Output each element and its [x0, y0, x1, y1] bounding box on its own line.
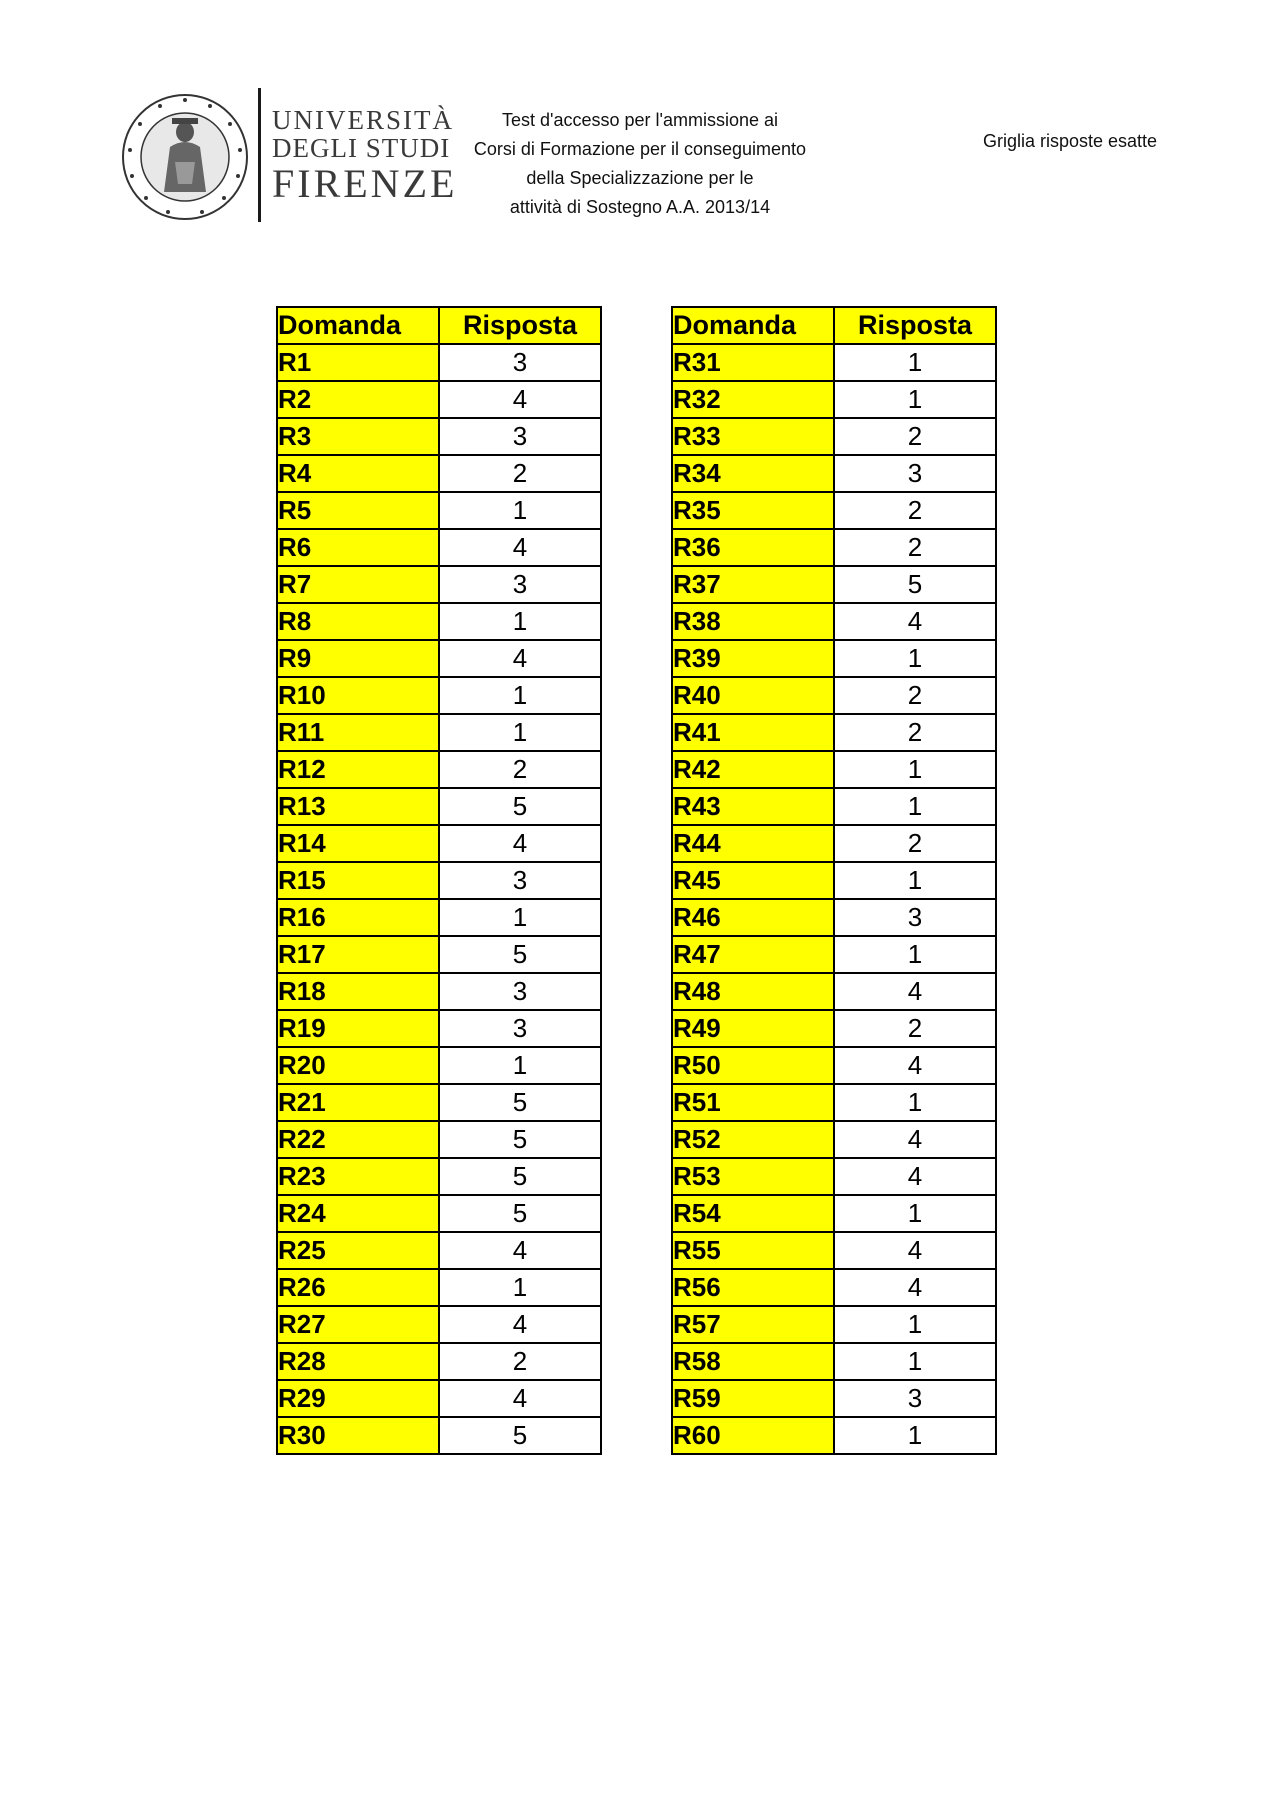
table-row	[277, 899, 601, 936]
answer-cell: 5	[439, 1158, 601, 1195]
table-row	[277, 1232, 601, 1269]
question-cell: R40	[672, 677, 834, 714]
table-row	[277, 418, 601, 455]
answer-cell: 2	[834, 492, 996, 529]
table-row	[277, 640, 601, 677]
table-row	[277, 1380, 601, 1417]
answer-cell: 2	[834, 825, 996, 862]
table-row	[277, 1417, 601, 1454]
table-row	[277, 1269, 601, 1306]
answer-cell: 2	[834, 529, 996, 566]
answer-cell: 1	[834, 1343, 996, 1380]
table-row	[672, 418, 996, 455]
answer-cell: 1	[834, 1195, 996, 1232]
question-cell: R55	[672, 1232, 834, 1269]
table-header-row	[672, 307, 996, 344]
table-row	[277, 566, 601, 603]
answer-cell: 5	[439, 936, 601, 973]
answer-cell: 1	[834, 344, 996, 381]
question-cell: R33	[672, 418, 834, 455]
table-row	[672, 936, 996, 973]
logo-line-degli-studi: DEGLI STUDI	[272, 133, 451, 163]
table-row	[672, 529, 996, 566]
answer-cell: 5	[439, 1417, 601, 1454]
question-cell: R44	[672, 825, 834, 862]
question-cell: R32	[672, 381, 834, 418]
university-seal-icon	[120, 92, 250, 222]
question-cell: R10	[277, 677, 439, 714]
table-row	[672, 603, 996, 640]
header-risposta: Risposta	[439, 307, 601, 344]
table-row	[672, 862, 996, 899]
table-row	[277, 788, 601, 825]
table-row	[277, 381, 601, 418]
answer-cell: 3	[439, 566, 601, 603]
answer-cell: 2	[834, 418, 996, 455]
answer-cell: 4	[834, 1269, 996, 1306]
title-line: Test d'accesso per l'ammissione ai	[502, 110, 778, 130]
table-row	[672, 1121, 996, 1158]
logo-line-firenze: FIRENZE	[272, 161, 458, 206]
table-row	[672, 1195, 996, 1232]
header-risposta: Risposta	[834, 307, 996, 344]
table-row	[672, 1158, 996, 1195]
question-cell: R25	[277, 1232, 439, 1269]
question-cell: R24	[277, 1195, 439, 1232]
question-cell: R30	[277, 1417, 439, 1454]
answer-cell: 4	[834, 1232, 996, 1269]
answers-table-right-body	[672, 344, 996, 1454]
question-cell: R15	[277, 862, 439, 899]
table-row	[672, 788, 996, 825]
table-row	[672, 1343, 996, 1380]
answer-cell: 5	[834, 566, 996, 603]
answer-cell: 1	[834, 862, 996, 899]
answer-cell: 5	[439, 788, 601, 825]
table-row	[277, 1343, 601, 1380]
table-row	[672, 566, 996, 603]
table-row	[672, 825, 996, 862]
question-cell: R11	[277, 714, 439, 751]
answer-cell: 1	[439, 1047, 601, 1084]
question-cell: R54	[672, 1195, 834, 1232]
question-cell: R7	[277, 566, 439, 603]
question-cell: R19	[277, 1010, 439, 1047]
answer-cell: 3	[834, 455, 996, 492]
question-cell: R35	[672, 492, 834, 529]
table-row	[277, 677, 601, 714]
title-line: attività di Sostegno A.A. 2013/14	[509, 197, 771, 217]
question-cell: R46	[672, 899, 834, 936]
answer-cell: 2	[834, 677, 996, 714]
university-logo	[120, 88, 458, 228]
question-cell: R53	[672, 1158, 834, 1195]
question-cell: R56	[672, 1269, 834, 1306]
question-cell: R49	[672, 1010, 834, 1047]
question-cell: R39	[672, 640, 834, 677]
question-cell: R27	[277, 1306, 439, 1343]
header-domanda: Domanda	[277, 307, 439, 344]
question-cell: R3	[277, 418, 439, 455]
question-cell: R6	[277, 529, 439, 566]
answer-cell: 5	[439, 1121, 601, 1158]
table-row	[672, 344, 996, 381]
answer-cell: 4	[834, 603, 996, 640]
answers-table-right	[671, 306, 997, 1455]
table-row	[672, 1269, 996, 1306]
table-row	[277, 1010, 601, 1047]
answer-cell: 1	[834, 936, 996, 973]
answer-cell: 1	[834, 1417, 996, 1454]
question-cell: R2	[277, 381, 439, 418]
question-cell: R34	[672, 455, 834, 492]
question-cell: R42	[672, 751, 834, 788]
answer-cell: 1	[439, 603, 601, 640]
table-row	[672, 973, 996, 1010]
answer-cell: 1	[834, 640, 996, 677]
question-cell: R18	[277, 973, 439, 1010]
question-cell: R26	[277, 1269, 439, 1306]
answer-cell: 1	[439, 899, 601, 936]
answer-cell: 4	[439, 640, 601, 677]
table-row	[277, 1306, 601, 1343]
answer-cell: 4	[439, 1232, 601, 1269]
answer-cell: 4	[439, 1306, 601, 1343]
table-row	[672, 640, 996, 677]
question-cell: R9	[277, 640, 439, 677]
answer-cell: 4	[834, 1047, 996, 1084]
answer-cell: 4	[439, 1380, 601, 1417]
question-cell: R20	[277, 1047, 439, 1084]
table-row	[277, 862, 601, 899]
question-cell: R48	[672, 973, 834, 1010]
table-row	[277, 714, 601, 751]
answer-cell: 2	[439, 455, 601, 492]
answer-cell: 1	[834, 788, 996, 825]
question-cell: R8	[277, 603, 439, 640]
table-row	[277, 825, 601, 862]
answer-cell: 1	[834, 751, 996, 788]
answer-cell: 3	[439, 418, 601, 455]
answer-cell: 5	[439, 1195, 601, 1232]
grid-label: Griglia risposte esatte	[982, 131, 1158, 151]
question-cell: R60	[672, 1417, 834, 1454]
document-title	[440, 106, 840, 222]
table-row	[672, 677, 996, 714]
answer-cell: 2	[439, 1343, 601, 1380]
answer-cell: 4	[834, 973, 996, 1010]
answer-cell: 3	[834, 1380, 996, 1417]
answer-cell: 4	[439, 825, 601, 862]
question-cell: R22	[277, 1121, 439, 1158]
university-name	[272, 106, 457, 206]
table-row	[672, 1306, 996, 1343]
answer-cell: 3	[439, 862, 601, 899]
answer-cell: 4	[834, 1121, 996, 1158]
table-row	[277, 1158, 601, 1195]
answer-cell: 1	[439, 1269, 601, 1306]
table-row	[672, 1232, 996, 1269]
question-cell: R37	[672, 566, 834, 603]
answer-cell: 1	[834, 381, 996, 418]
question-cell: R16	[277, 899, 439, 936]
table-row	[277, 1084, 601, 1121]
table-row	[277, 1047, 601, 1084]
answer-cell: 1	[439, 677, 601, 714]
question-cell: R38	[672, 603, 834, 640]
table-row	[672, 899, 996, 936]
answer-cell: 4	[439, 381, 601, 418]
question-cell: R14	[277, 825, 439, 862]
table-row	[277, 1195, 601, 1232]
question-cell: R43	[672, 788, 834, 825]
question-cell: R51	[672, 1084, 834, 1121]
answer-cell: 3	[439, 1010, 601, 1047]
answer-cell: 3	[439, 344, 601, 381]
question-cell: R23	[277, 1158, 439, 1195]
question-cell: R17	[277, 936, 439, 973]
answer-cell: 1	[834, 1084, 996, 1121]
table-row	[277, 603, 601, 640]
answer-cell: 5	[439, 1084, 601, 1121]
table-row	[277, 751, 601, 788]
table-header-row	[277, 307, 601, 344]
answer-cell: 4	[834, 1158, 996, 1195]
table-row	[277, 492, 601, 529]
question-cell: R13	[277, 788, 439, 825]
question-cell: R52	[672, 1121, 834, 1158]
table-row	[277, 1121, 601, 1158]
table-row	[672, 1417, 996, 1454]
question-cell: R1	[277, 344, 439, 381]
answer-cell: 1	[834, 1306, 996, 1343]
question-cell: R36	[672, 529, 834, 566]
table-row	[672, 714, 996, 751]
logo-divider	[258, 88, 261, 222]
table-row	[672, 1084, 996, 1121]
question-cell: R29	[277, 1380, 439, 1417]
table-row	[277, 936, 601, 973]
title-line: Corsi di Formazione per il conseguimento	[473, 139, 807, 159]
table-row	[672, 751, 996, 788]
answer-cell: 3	[439, 973, 601, 1010]
answers-table-left	[276, 306, 602, 1455]
question-cell: R41	[672, 714, 834, 751]
table-row	[672, 1010, 996, 1047]
question-cell: R4	[277, 455, 439, 492]
table-row	[277, 344, 601, 381]
answer-cell: 2	[439, 751, 601, 788]
question-cell: R57	[672, 1306, 834, 1343]
question-cell: R47	[672, 936, 834, 973]
header-domanda: Domanda	[672, 307, 834, 344]
answer-cell: 3	[834, 899, 996, 936]
question-cell: R58	[672, 1343, 834, 1380]
question-cell: R28	[277, 1343, 439, 1380]
table-row	[277, 455, 601, 492]
table-row	[672, 492, 996, 529]
question-cell: R31	[672, 344, 834, 381]
answer-cell: 1	[439, 492, 601, 529]
title-line: della Specializzazione per le	[526, 168, 754, 188]
table-row	[672, 381, 996, 418]
logo-line-universita: UNIVERSITÀ	[272, 105, 454, 135]
table-row	[672, 1380, 996, 1417]
question-cell: R50	[672, 1047, 834, 1084]
answer-cell: 2	[834, 714, 996, 751]
question-cell: R12	[277, 751, 439, 788]
answer-cell: 1	[439, 714, 601, 751]
question-cell: R5	[277, 492, 439, 529]
question-cell: R21	[277, 1084, 439, 1121]
answers-table-left-body	[277, 344, 601, 1454]
question-cell: R59	[672, 1380, 834, 1417]
table-row	[672, 1047, 996, 1084]
table-row	[277, 973, 601, 1010]
answer-cell: 4	[439, 529, 601, 566]
table-row	[277, 529, 601, 566]
question-cell: R45	[672, 862, 834, 899]
answer-cell: 2	[834, 1010, 996, 1047]
table-row	[672, 455, 996, 492]
